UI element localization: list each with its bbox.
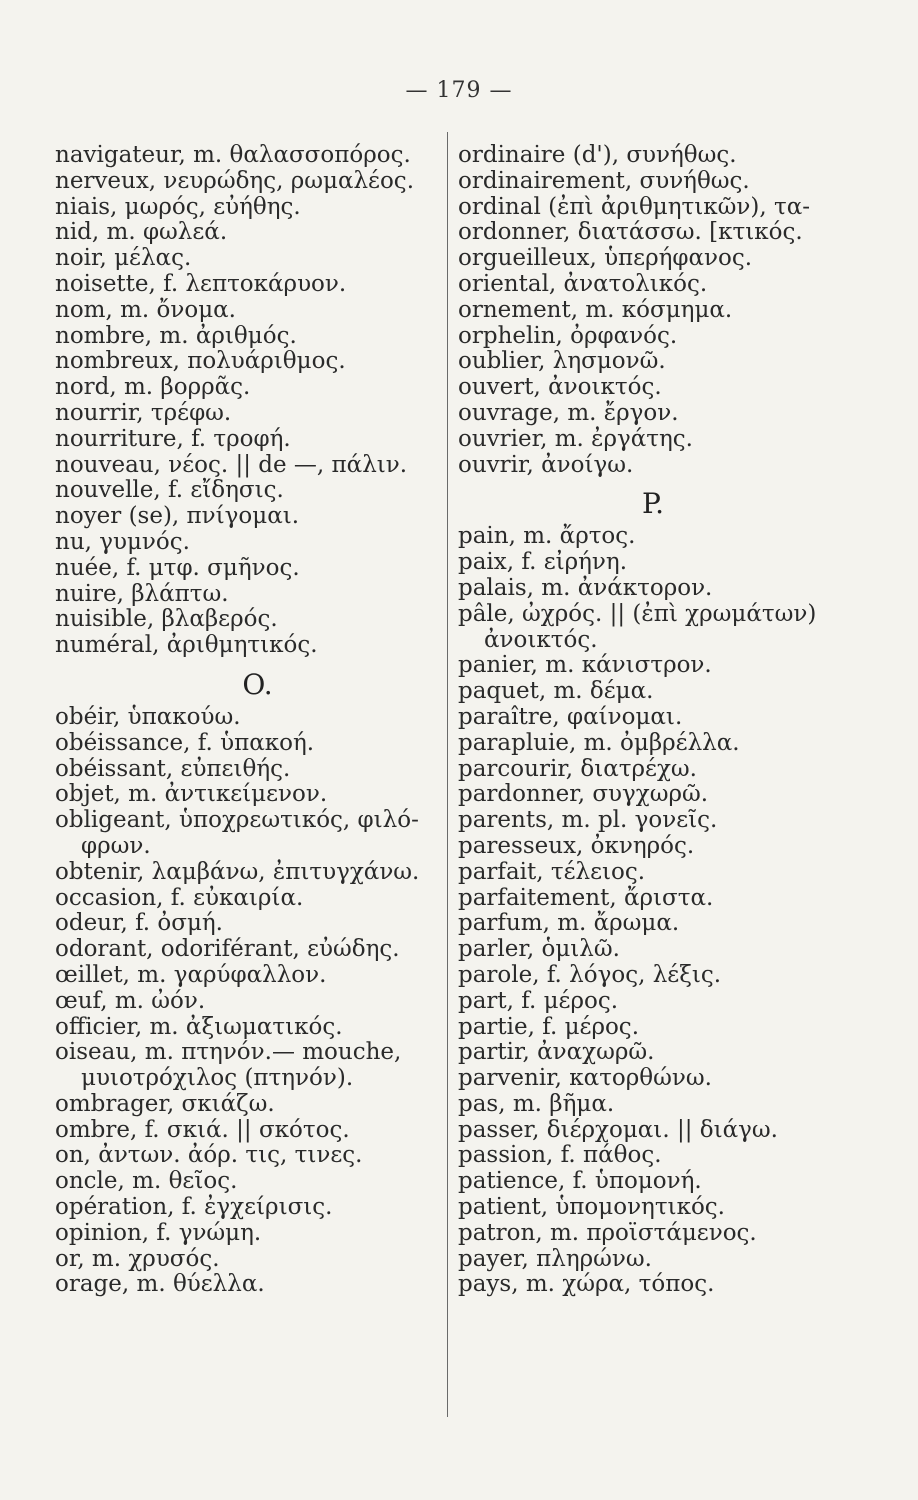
dictionary-entry: obéir, ὑπακούω.: [55, 703, 241, 730]
dictionary-entry: paquet, m. δέμα.: [458, 678, 654, 705]
dictionary-entry: pâle, ὠχρός. || (ἐπὶ χρωμάτων): [458, 600, 817, 627]
dictionary-entry: paix, f. εἰρήνη.: [458, 549, 628, 576]
dictionary-entry: noir, μέλας.: [55, 245, 192, 272]
dictionary-entry: ombrager, σκιάζω.: [55, 1090, 275, 1117]
dictionary-entry: obligeant, ὑποχρεωτικός, φιλό-: [55, 807, 419, 834]
dictionary-entry: nuire, βλάπτω.: [55, 580, 229, 607]
dictionary-entry: orgueilleux, ὑπερήφανος.: [458, 245, 753, 272]
dictionary-entry: pardonner, συγχωρῶ.: [458, 781, 709, 808]
dictionary-entry: ouvert, ἀνοικτός.: [458, 374, 662, 401]
dictionary-entry: parfum, m. ἄρωμα.: [458, 910, 680, 937]
dictionary-entry: nourrir, τρέφω.: [55, 399, 232, 426]
dictionary-entry: œillet, m. γαρύφαλλον.: [55, 961, 327, 988]
dictionary-entry: ouvrir, ἀνοίγω.: [458, 451, 634, 478]
column-divider: [447, 132, 448, 1417]
dictionary-entry: partir, ἀναχωρῶ.: [458, 1039, 655, 1066]
dictionary-entry: or, m. χρυσός.: [55, 1245, 220, 1272]
dictionary-entry: opération, f. ἐγχείρισις.: [55, 1194, 333, 1221]
dictionary-entry: parcourir, διατρέχω.: [458, 755, 697, 782]
dictionary-entry: obtenir, λαμβάνω, ἐπιτυγχάνω.: [55, 858, 420, 885]
dictionary-entry: panier, m. κάνιστρον.: [458, 652, 712, 679]
dictionary-entry: nouvelle, f. εἴδησις.: [55, 477, 284, 504]
dictionary-entry: nuée, f. μτφ. σμῆνος.: [55, 554, 300, 581]
right-column: [458, 143, 848, 1298]
dictionary-entry: oiseau, m. πτηνόν.— mouche,: [55, 1039, 402, 1066]
dictionary-entry: ouvrage, m. ἔργον.: [458, 399, 679, 426]
dictionary-entry: parapluie, m. ὀμβρέλλα.: [458, 729, 740, 756]
dictionary-entry: φρων.: [81, 832, 151, 859]
dictionary-entry: patron, m. προϊστάμενος.: [458, 1219, 757, 1246]
dictionary-entry: part, f. μέρος.: [458, 987, 619, 1014]
left-column: [55, 143, 440, 1298]
dictionary-entry: ordinairement, συνήθως.: [458, 167, 750, 194]
dictionary-entry: niais, μωρός, εὐήθης.: [55, 193, 301, 220]
dictionary-entry: officier, m. ἀξιωματικός.: [55, 1013, 343, 1040]
dictionary-entry: navigateur, m. θαλασσοπόρος.: [55, 142, 411, 168]
dictionary-entry: patience, f. ὑπομονή.: [458, 1168, 702, 1195]
dictionary-entry: partie, f. μέρος.: [458, 1013, 640, 1040]
dictionary-entry: parfait, τέλειος.: [458, 858, 646, 885]
dictionary-entry: oriental, ἀνατολικός.: [458, 270, 708, 297]
dictionary-entry: orphelin, ὀρφανός.: [458, 322, 678, 349]
dictionary-entry: parfaitement, ἄριστα.: [458, 884, 714, 911]
dictionary-entry: pays, m. χώρα, τόπος.: [458, 1271, 715, 1298]
dictionary-entry: ordonner, διατάσσω. [κτικός.: [458, 219, 803, 246]
dictionary-entry: μυιοτρόχιλος (πτηνόν).: [81, 1065, 354, 1092]
dictionary-entry: ornement, m. κόσμημα.: [458, 296, 733, 323]
dictionary-entry: parler, ὁμιλῶ.: [458, 936, 620, 963]
letter-heading-p: P.: [641, 487, 665, 521]
dictionary-entry: nid, m. φωλεά.: [55, 219, 228, 246]
page-number: — 179 —: [405, 78, 513, 103]
dictionary-entry: oublier, λησμονῶ.: [458, 348, 666, 375]
dictionary-entry: passer, διέρχομαι. || διάγω.: [458, 1116, 778, 1143]
dictionary-entry: obéissance, f. ὑπακοή.: [55, 729, 315, 756]
dictionary-entry: nouveau, νέος. || de —, πάλιν.: [55, 451, 408, 478]
dictionary-entry: parole, f. λόγος, λέξις.: [458, 961, 722, 988]
dictionary-entry: obéissant, εὐπειθής.: [55, 755, 291, 782]
dictionary-entry: ouvrier, m. ἐργάτης.: [458, 425, 693, 452]
dictionary-entry: nombre, m. ἀριθμός.: [55, 322, 297, 349]
dictionary-entry: noyer (se), πνίγομαι.: [55, 503, 300, 530]
dictionary-entry: objet, m. ἀντικείμενον.: [55, 781, 328, 808]
dictionary-entry: passion, f. πάθος.: [458, 1142, 662, 1169]
letter-heading-o: O.: [242, 667, 273, 701]
dictionary-entry: orage, m. θύελλα.: [55, 1271, 265, 1298]
dictionary-entry: parvenir, κατορθώνω.: [458, 1065, 712, 1092]
dictionary-entry: ombre, f. σκιά. || σκότος.: [55, 1116, 350, 1143]
dictionary-entry: nuisible, βλαβερός.: [55, 606, 278, 633]
dictionary-entry: palais, m. ἀνάκτορον.: [458, 574, 713, 601]
dictionary-entry: nom, m. ὄνομα.: [55, 296, 236, 323]
dictionary-entry: odeur, f. ὀσμή.: [55, 910, 223, 937]
dictionary-entry: œuf, m. ὠόν.: [55, 987, 206, 1014]
dictionary-entry: odorant, odoriférant, εὐώδης.: [55, 936, 400, 963]
dictionary-entry: nombreux, πολυάριθμος.: [55, 348, 346, 375]
dictionary-entry: nu, γυμνός.: [55, 528, 190, 555]
dictionary-entry: nerveux, νευρώδης, ρωμαλέος.: [55, 167, 415, 194]
dictionary-entry: ordinal (ἐπὶ ἀριθμητικῶν), τα-: [458, 193, 810, 220]
dictionary-entry: noisette, f. λεπτοκάρυον.: [55, 270, 347, 297]
dictionary-entry: oncle, m. θεῖος.: [55, 1168, 238, 1195]
dictionary-entry: opinion, f. γνώμη.: [55, 1219, 262, 1246]
dictionary-entry: parents, m. pl. γονεῖς.: [458, 807, 718, 834]
dictionary-entry: payer, πληρώνω.: [458, 1245, 652, 1272]
dictionary-entry: paresseux, ὀκνηρός.: [458, 832, 695, 859]
dictionary-entry: pas, m. βῆμα.: [458, 1090, 615, 1117]
dictionary-entry: ordinaire (d'), συνήθως.: [458, 142, 737, 168]
dictionary-entry: occasion, f. εὐκαιρία.: [55, 884, 304, 911]
dictionary-entry: paraître, φαίνομαι.: [458, 703, 683, 730]
dictionary-entry: on, ἀντων. ἀόρ. τις, τινες.: [55, 1142, 363, 1169]
dictionary-entry: ἀνοικτός.: [484, 626, 598, 653]
dictionary-entry: numéral, ἀριθμητικός.: [55, 632, 318, 659]
dictionary-entry: pain, m. ἄρτος.: [458, 523, 636, 550]
dictionary-entry: nourriture, f. τροφή.: [55, 425, 291, 452]
dictionary-entry: nord, m. βορρᾶς.: [55, 374, 251, 401]
dictionary-entry: patient, ὑπομονητικός.: [458, 1194, 725, 1221]
